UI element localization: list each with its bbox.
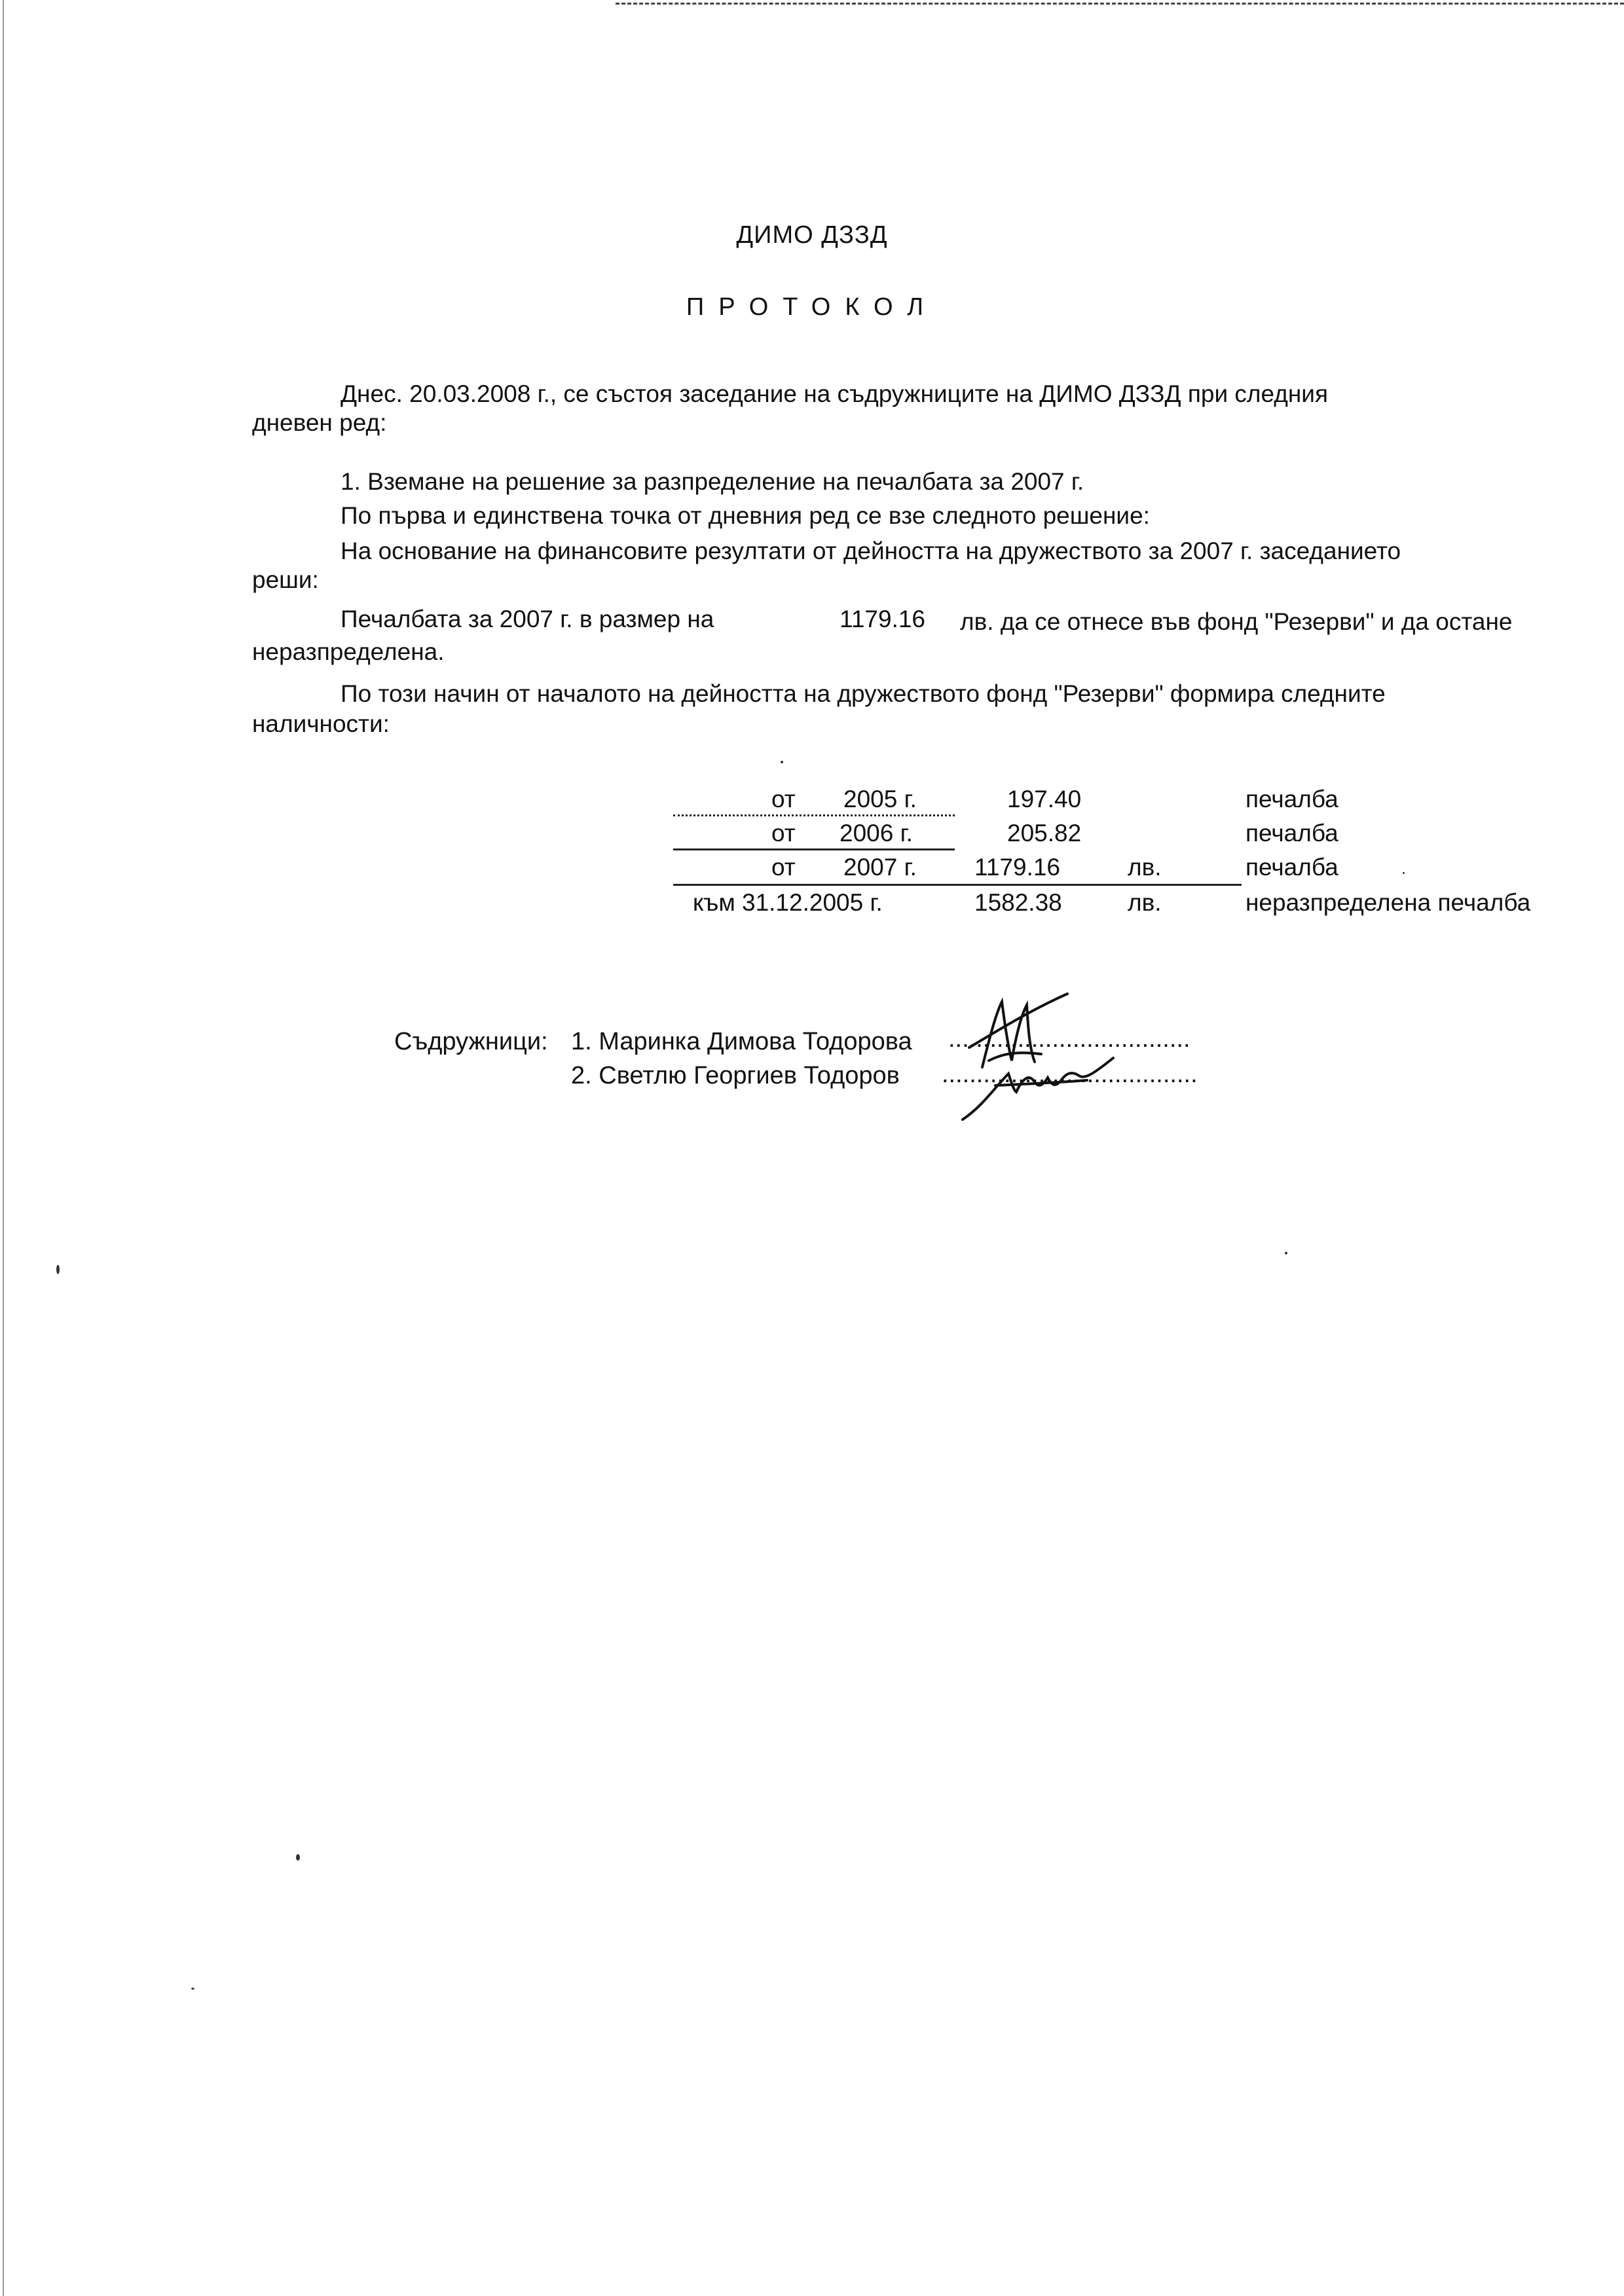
reserve-label: печалба: [1246, 786, 1338, 812]
reserve-total-row: [0, 889, 1624, 920]
partner-2-dots: .....................................: [942, 1061, 1198, 1088]
scan-speck: [1285, 1252, 1287, 1254]
reserve-prefix: от: [771, 786, 796, 812]
scan-speck: [296, 1854, 300, 1861]
reserve-prefix: от: [771, 820, 796, 847]
reserve-rule: [673, 848, 955, 850]
reserve-year: 2005 г.: [843, 786, 917, 812]
paragraph-decision-intro: По първа и единствена точка от дневния ред се взе следното решение:: [341, 502, 1150, 529]
paragraph-basis-line2: реши:: [252, 566, 319, 593]
reserve-total-date: към 31.12.2005 г.: [693, 889, 883, 916]
reserve-row: [0, 854, 1624, 885]
scan-edge-top: [616, 3, 1624, 5]
signature-2-icon: [956, 1054, 1120, 1126]
paragraph-intro-line2: дневен ред:: [252, 409, 387, 436]
reserve-year: 2006 г.: [840, 820, 913, 847]
scan-speck: [56, 1265, 60, 1274]
paragraph-basis-line1: На основание на финансовите резултати от дейността на дружеството за 2007 г. заседанието: [341, 538, 1401, 564]
reserve-label: печалба: [1246, 854, 1338, 881]
company-name: ДИМО ДЗЗД: [736, 221, 888, 249]
profit-amount: 1179.16: [840, 606, 925, 632]
paragraph-reserves-line2: наличности:: [252, 710, 390, 737]
document-title: ПРОТОКОЛ: [686, 293, 938, 321]
partner-1-dots: ...................................: [948, 1025, 1190, 1053]
scan-speck: [781, 761, 783, 763]
partner-1-name: 1. Маринка Димова Тодорова: [571, 1028, 912, 1055]
reserve-total-label: неразпределена печалба: [1246, 889, 1531, 916]
scan-edge-left: [3, 0, 4, 2296]
paragraph-profit-suffix: лв. да се отнесе във фонд "Резерви" и да остане: [960, 608, 1513, 635]
paragraph-intro-line1: Днес. 20.03.2008 г., се състоя заседание на съдружниците на ДИМО ДЗЗД при следния: [341, 380, 1328, 407]
reserve-rule: [673, 814, 955, 816]
scan-speck: [191, 1988, 194, 1990]
reserve-unit: лв.: [1128, 854, 1162, 881]
reserve-total-amount: 1582.38: [974, 889, 1062, 916]
reserve-prefix: от: [771, 854, 796, 881]
partners-label: Съдружници:: [394, 1028, 548, 1055]
agenda-item: 1. Вземане на решение за разпределение на печалбата за 2007 г.: [341, 468, 1084, 495]
reserve-amount: 197.40: [1007, 786, 1082, 812]
reserve-total-rule: [673, 884, 1242, 886]
paragraph-reserves-line1: По този начин от началото на дейността на дружеството фонд "Резерви" формира следните: [341, 680, 1386, 707]
reserve-label: печалба: [1246, 820, 1338, 847]
reserve-amount: 1179.16: [974, 854, 1060, 881]
partner-2-name: 2. Светлю Георгиев Тодоров: [571, 1062, 900, 1089]
reserve-total-unit: лв.: [1128, 889, 1162, 916]
reserve-year: 2007 г.: [843, 854, 917, 881]
reserve-row: [0, 786, 1624, 817]
reserve-row: [0, 820, 1624, 851]
paragraph-profit-line2: неразпределена.: [252, 638, 445, 665]
reserve-amount: 205.82: [1007, 820, 1082, 847]
paragraph-profit-prefix: Печалбата за 2007 г. в размер на: [341, 606, 714, 632]
